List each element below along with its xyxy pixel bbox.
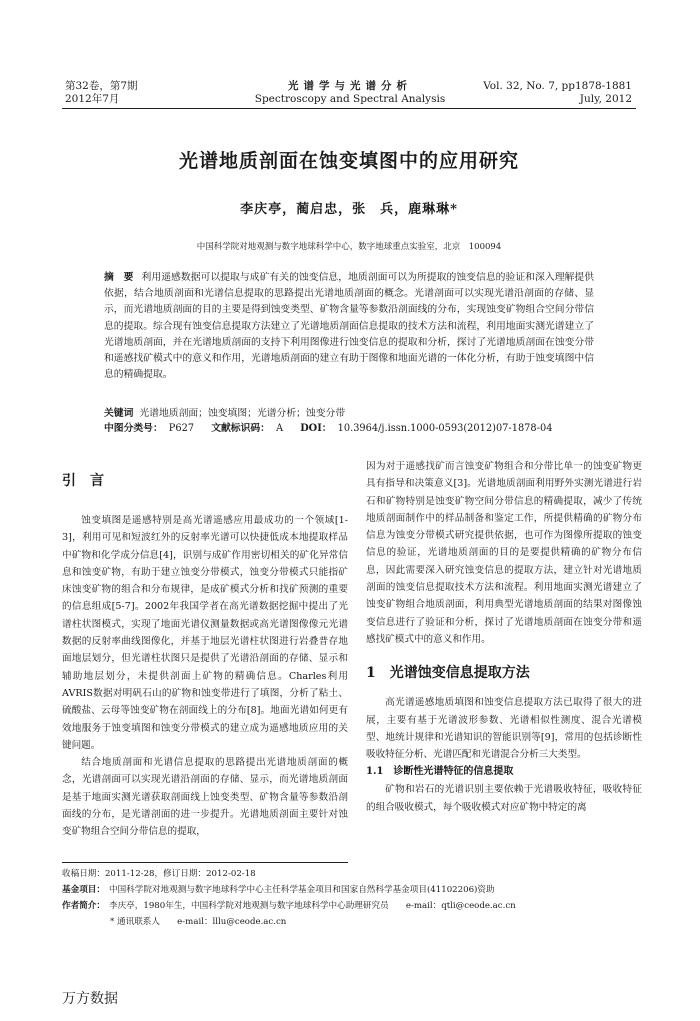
diagnostic-paragraph: 矿物和岩石的光谱识别主要依赖于光谱吸收特征，吸收特征的组合吸收模式，每个吸收模式对应矿物中特定的离 [366,784,642,813]
publication-date-en: July, 2012 [579,93,632,105]
volume-pages: Vol. 32, No. 7, pp1878-1881 [483,80,632,92]
author-bio-label: 作者简介： [62,901,105,911]
fund-label: 基金项目： [62,885,105,895]
journal-name-en: Spectroscopy and Spectral Analysis [254,93,446,105]
journal-citation [483,80,632,106]
intro-paragraph-2: 结合地质剖面和光谱信息提取的思路提出光谱地质剖面的概念，光谱剖面可以实现光谱沿剖面的存储、显示，而光谱地质剖面是基于地面实测光谱获取剖面线上蚀变类型、矿物含量等参数沿剖面线的分布，是光谱剖面的进一步提升。光谱地质剖面主要针对蚀变矿物组合空间分带信息的提取， [62,757,348,838]
journal-name [230,80,470,106]
footnote-rule [62,862,348,863]
intro-paragraph-1: 蚀变填图是遥感特别是高光谱遥感应用最成功的一个领域[1-3]，利用可见和短波红外的反射率光谱可以快捷低成本地提取样品中矿物和化学成分信息[4]，识别与成矿作用密切相关的矿化异常信息和蚀变矿物，有助于建立蚀变分带模式，蚀变分带模式只能指矿床蚀变矿物的组合和分布规律，是成矿模式分析和找矿预测的重要的信息组成[5-7]。2002年我国学者在高光谱数据挖掘中提出了光谱柱状图模式，实现了地面光谱仪测量数据或高光谱图像像元光谱数据的反射率曲线图像化，并基于地层光谱柱状图进行岩叠普存地面地层划分，但光谱柱状图只是提供了光谱沿剖面的存储、显示和辅助地层划分，未提供剖面上矿物的精确信息。Charles利用AVRIS数据对明矾石山的矿物和蚀变带进行了填图，分析了粘土、硫酸盐、云母等蚀变矿物在剖面线上的分布[8]。地面光谱如何更有效地服务于蚀变填图和蚀变分带模式的建立成为遥感地质应用的关键问题。 [62,515,348,751]
journal-volume-info [65,80,138,106]
watermark: 万方数据 [62,991,118,1007]
clc-value: P627 [168,423,195,434]
keywords-block [104,406,604,436]
doc-code-label: 文献标识码： [211,423,270,434]
doi-value: 10.3964/j.issn.1000-0593(2012)07-1878-04 [337,423,553,434]
paper-title: 光谱地质剖面在蚀变填图中的应用研究 [178,150,519,172]
subsection-title-diagnostic: 1.1 诊断性光谱特征的信息提取 [366,766,514,778]
fund-text: 中国科学院对地观测与数字地球科学中心主任科学基金项目和国家自然科学基金项目(41102206)资助 [108,885,495,895]
header-rule [62,108,636,109]
keywords-text: 光谱地质剖面；蚀变填图；光谱分析；蚀变分带 [139,408,346,419]
footnotes [62,866,642,930]
author-bio-text: 李庆亭，1980年生，中国科学院对地观测与数字地球科学中心助理研究员 e-mail：qtli@ceode.ac.cn [108,901,516,911]
section-title-introduction: 引 言 [62,473,104,489]
intro-paragraph-continued: 因为对于遥感找矿而言蚀变矿物组合和分带比单一的蚀变矿物更具有指导和决策意义[3]。光谱地质剖面利用野外实测光谱进行岩石和矿物特别是蚀变矿物空间分带信息的精确提取，减少了传统地质剖面制作中的样品制备和鉴定工作，所提供精确的矿物分布信息为蚀变分带模式研究提供依据，也可作为图像所提取的蚀变信息的验证，光谱地质剖面的目的是要提供精确的矿物分布信息，因此需要深入研究蚀变信息的提取方法，建立针对光谱地质剖面的蚀变信息提取技术方法和流程。利用地面实测光谱建立了蚀变矿物组合地质剖面，利用典型光谱地质剖面的结果对图像蚀变信息进行了验证和分析，探讨了光谱地质剖面在蚀变分带和遥感找矿模式中的意义和作用。 [366,461,642,645]
affiliation: 中国科学院对地观测与数字地球科学中心，数字地球重点实验室，北京 100094 [196,242,502,252]
abstract-text: 利用遥感数据可以提取与成矿有关的蚀变信息，地质剖面可以为所提取的蚀变信息的验证和深入理解提供依据，结合地质剖面和光谱信息提取的思路提出光谱地质剖面的概念。光谱剖面可以实现光谱沿剖面的存储、显示，而光谱地质剖面的目的主要是得到蚀变类型、矿物含量等参数沿剖面线的分布，实现蚀变矿物组合空间分带信息的提取。综合现有蚀变信息提取方法建立了光谱地质剖面信息提取的技术方法和流程，利用地面实测光谱建立了光谱地质剖面，并在光谱地质剖面的支持下利用图像进行蚀变信息的提取和分析，探讨了光谱地质剖面在蚀变分带和遥感找矿模式中的意义和作用，光谱地质剖面的建立有助于图像和地面光谱的一体化分析，有助于蚀变填图中信息的精确提取。 [104,272,595,381]
received-date: 收稿日期：2011-12-28，修订日期：2012-02-18 [62,869,256,879]
left-column [62,458,348,841]
volume-issue: 第32卷，第7期 [65,80,138,92]
section-title-method: 1 光谱蚀变信息提取方法 [366,665,530,682]
publication-date-cn: 2012年7月 [65,93,120,105]
abstract-label: 摘 要 [104,272,134,283]
journal-name-cn: 光谱学与光谱分析 [288,80,412,92]
doc-code-value: A [275,423,284,434]
clc-label: 中图分类号： [104,423,163,434]
doi-label: DOI： [300,423,332,434]
right-column [366,458,642,816]
abstract [104,270,594,383]
method-paragraph-1: 高光谱遥感地质填图和蚀变信息提取方法已取得了很大的进展，主要有基于光谱波形参数、光谱相似性测度、混合光谱模型、地统计规律和光谱知识的智能识别等[9]，常用的包括诊断性吸收特征分析、光谱匹配和光谱混合分析三大类型。 [366,697,642,761]
author-list: 李庆亭，蔺启忠，张 兵，鹿琳琳* [240,202,458,217]
keywords-label: 关键词 [104,408,134,419]
corresponding-author: * 通讯联系人 e-mail：lllu@ceode.ac.cn [110,917,287,927]
